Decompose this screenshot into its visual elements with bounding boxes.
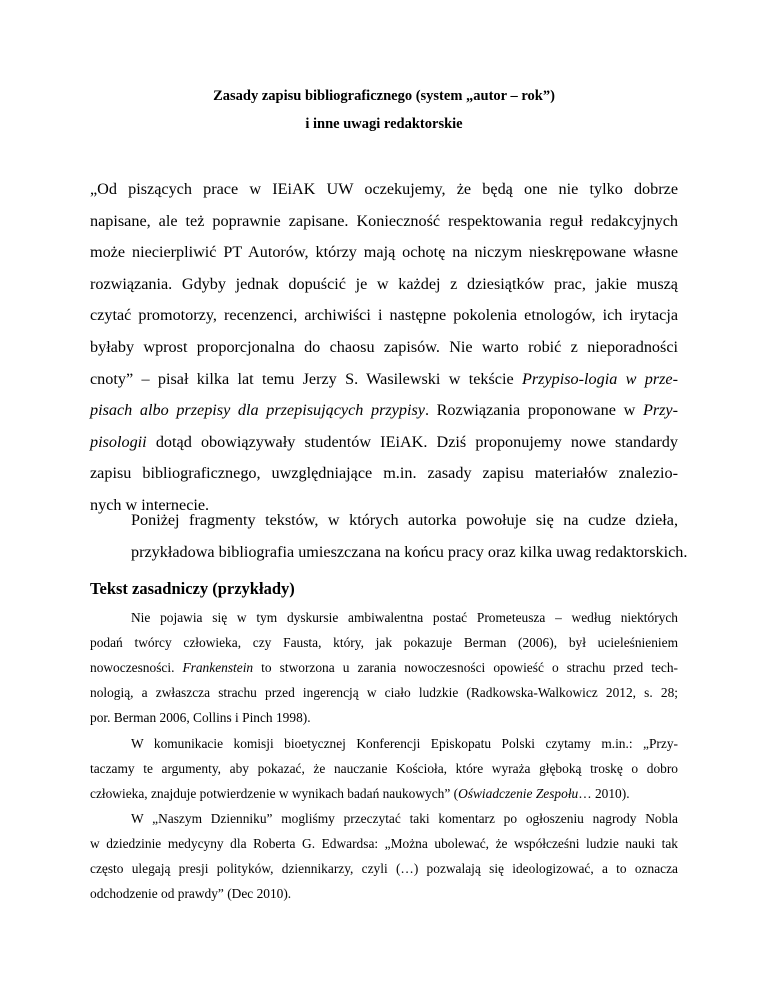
intro-line: czytać promotorzy, recenzenci, archiwiści i następne pokolenia etnologów, ich irytacja (90, 306, 678, 325)
intro-line: nych w internecie. (90, 495, 210, 514)
example-text: to stworzona u zarania nowoczesności opowieść o strachu przed tech- (253, 659, 678, 675)
intro-line: „Od piszących prace w IEiAK UW oczekujemy, że będą one nie tylko dobrze (90, 180, 678, 198)
intro2-line: przykładowa bibliografia umieszczana na końcu pracy oraz kilka uwag redaktorskich. (131, 542, 688, 561)
example-line (90, 782, 678, 807)
example-line (90, 656, 678, 681)
example-line: Nie pojawia się w tym dyskursie ambiwalentna postać Prometeusza – według niektórych (131, 610, 678, 625)
example-line: W komunikacie komisji bioetycznej Konferencji Episkopatu Polski czytamy m.in.: „Przy- (131, 736, 678, 751)
example-paragraph-3 (90, 807, 678, 907)
example-line: taczamy te argumenty, aby pokazać, że nauczanie Kościoła, które wyraża głęboką troskę o dobro (90, 760, 678, 776)
intro-line: napisane, ale też poprawnie zapisane. Konieczność respektowania reguł redakcyjnych (90, 211, 678, 230)
cited-title: pisologii (90, 432, 147, 451)
intro-line (90, 427, 678, 459)
intro2-line: Poniżej fragmenty tekstów, w których autorka powołuje się na cudze dzieła, (131, 511, 678, 529)
example-paragraph-2 (90, 732, 678, 807)
cited-title: Oświadczenie Zespołu (458, 785, 579, 801)
example-line: W „Naszym Dzienniku” mogliśmy przeczytać taki komentarz po ogłoszeniu nagrody Nobla (131, 811, 678, 826)
intro-line: byłaby wprost proporcjonalna do chaosu zapisów. Nie warto robić z nieporadności (90, 337, 678, 356)
document-subtitle: i inne uwagi redaktorskie (305, 116, 463, 132)
example-text: człowieka, znajduje potwierdzenie w wynikach badań naukowych” ( (90, 785, 459, 801)
section-heading: Tekst zasadniczy (przykłady) (90, 579, 295, 598)
document-title: Zasady zapisu bibliograficznego (system „autor – rok”) (213, 88, 555, 104)
intro-line: rozwiązania. Gdyby jednak dopuścić je w każdej z dziesiątków prac, jakie muszą (90, 274, 678, 293)
cited-title: pisach albo przepisy dla przepisujących przypisy (90, 401, 425, 420)
cited-title: Przy- (642, 401, 678, 420)
example-line: nologią, a zwłaszcza strachu przed ingerencją w ciało ludzkie (Radkowska-Walkowicz 2012, s. 28; (90, 684, 678, 700)
intro-text: dotąd obowiązywały studentów IEiAK. Dziś proponujemy nowe standardy (146, 432, 678, 451)
cited-title: Frankenstein (182, 659, 254, 675)
example-text: nowoczesności. (90, 659, 183, 675)
example-paragraph-1 (90, 606, 678, 731)
example-line: w dziedzinie medycyny dla Roberta G. Edwardsa: „Można ubolewać, że współcześni ludzie nauki tak (90, 835, 678, 851)
intro-text: . Rozwiązania proponowane w (424, 401, 643, 420)
example-line: odchodzenie od prawdy” (Dec 2010). (90, 885, 292, 901)
example-line: podań twórcy człowieka, czy Fausta, który, jak pokazuje Berman (2006), był ucieleśnieniem (90, 634, 678, 650)
intro-line: zapisu bibliograficznego, uwzględniające m.in. zasady zapisu materiałów znalezio- (90, 464, 678, 483)
intro-line (90, 395, 678, 427)
intro-line (90, 364, 678, 396)
intro-text: cnoty” – pisał kilka lat temu Jerzy S. Wasilewski w tekście (90, 369, 522, 388)
intro-paragraph-2 (90, 505, 688, 568)
intro-line: może niecierpliwić PT Autorów, którzy mają ochotę na niczym nieskrępowane własne (90, 243, 678, 262)
cited-title: Przypiso-logia w prze- (521, 369, 679, 388)
example-line: por. Berman 2006, Collins i Pinch 1998). (90, 709, 311, 725)
intro-paragraph (90, 174, 678, 522)
example-line: często ulegają presji polityków, dziennikarzy, czyli (…) pozwalają się ideologizować, a to oznacza (90, 860, 678, 876)
example-text: … 2010). (578, 785, 630, 801)
